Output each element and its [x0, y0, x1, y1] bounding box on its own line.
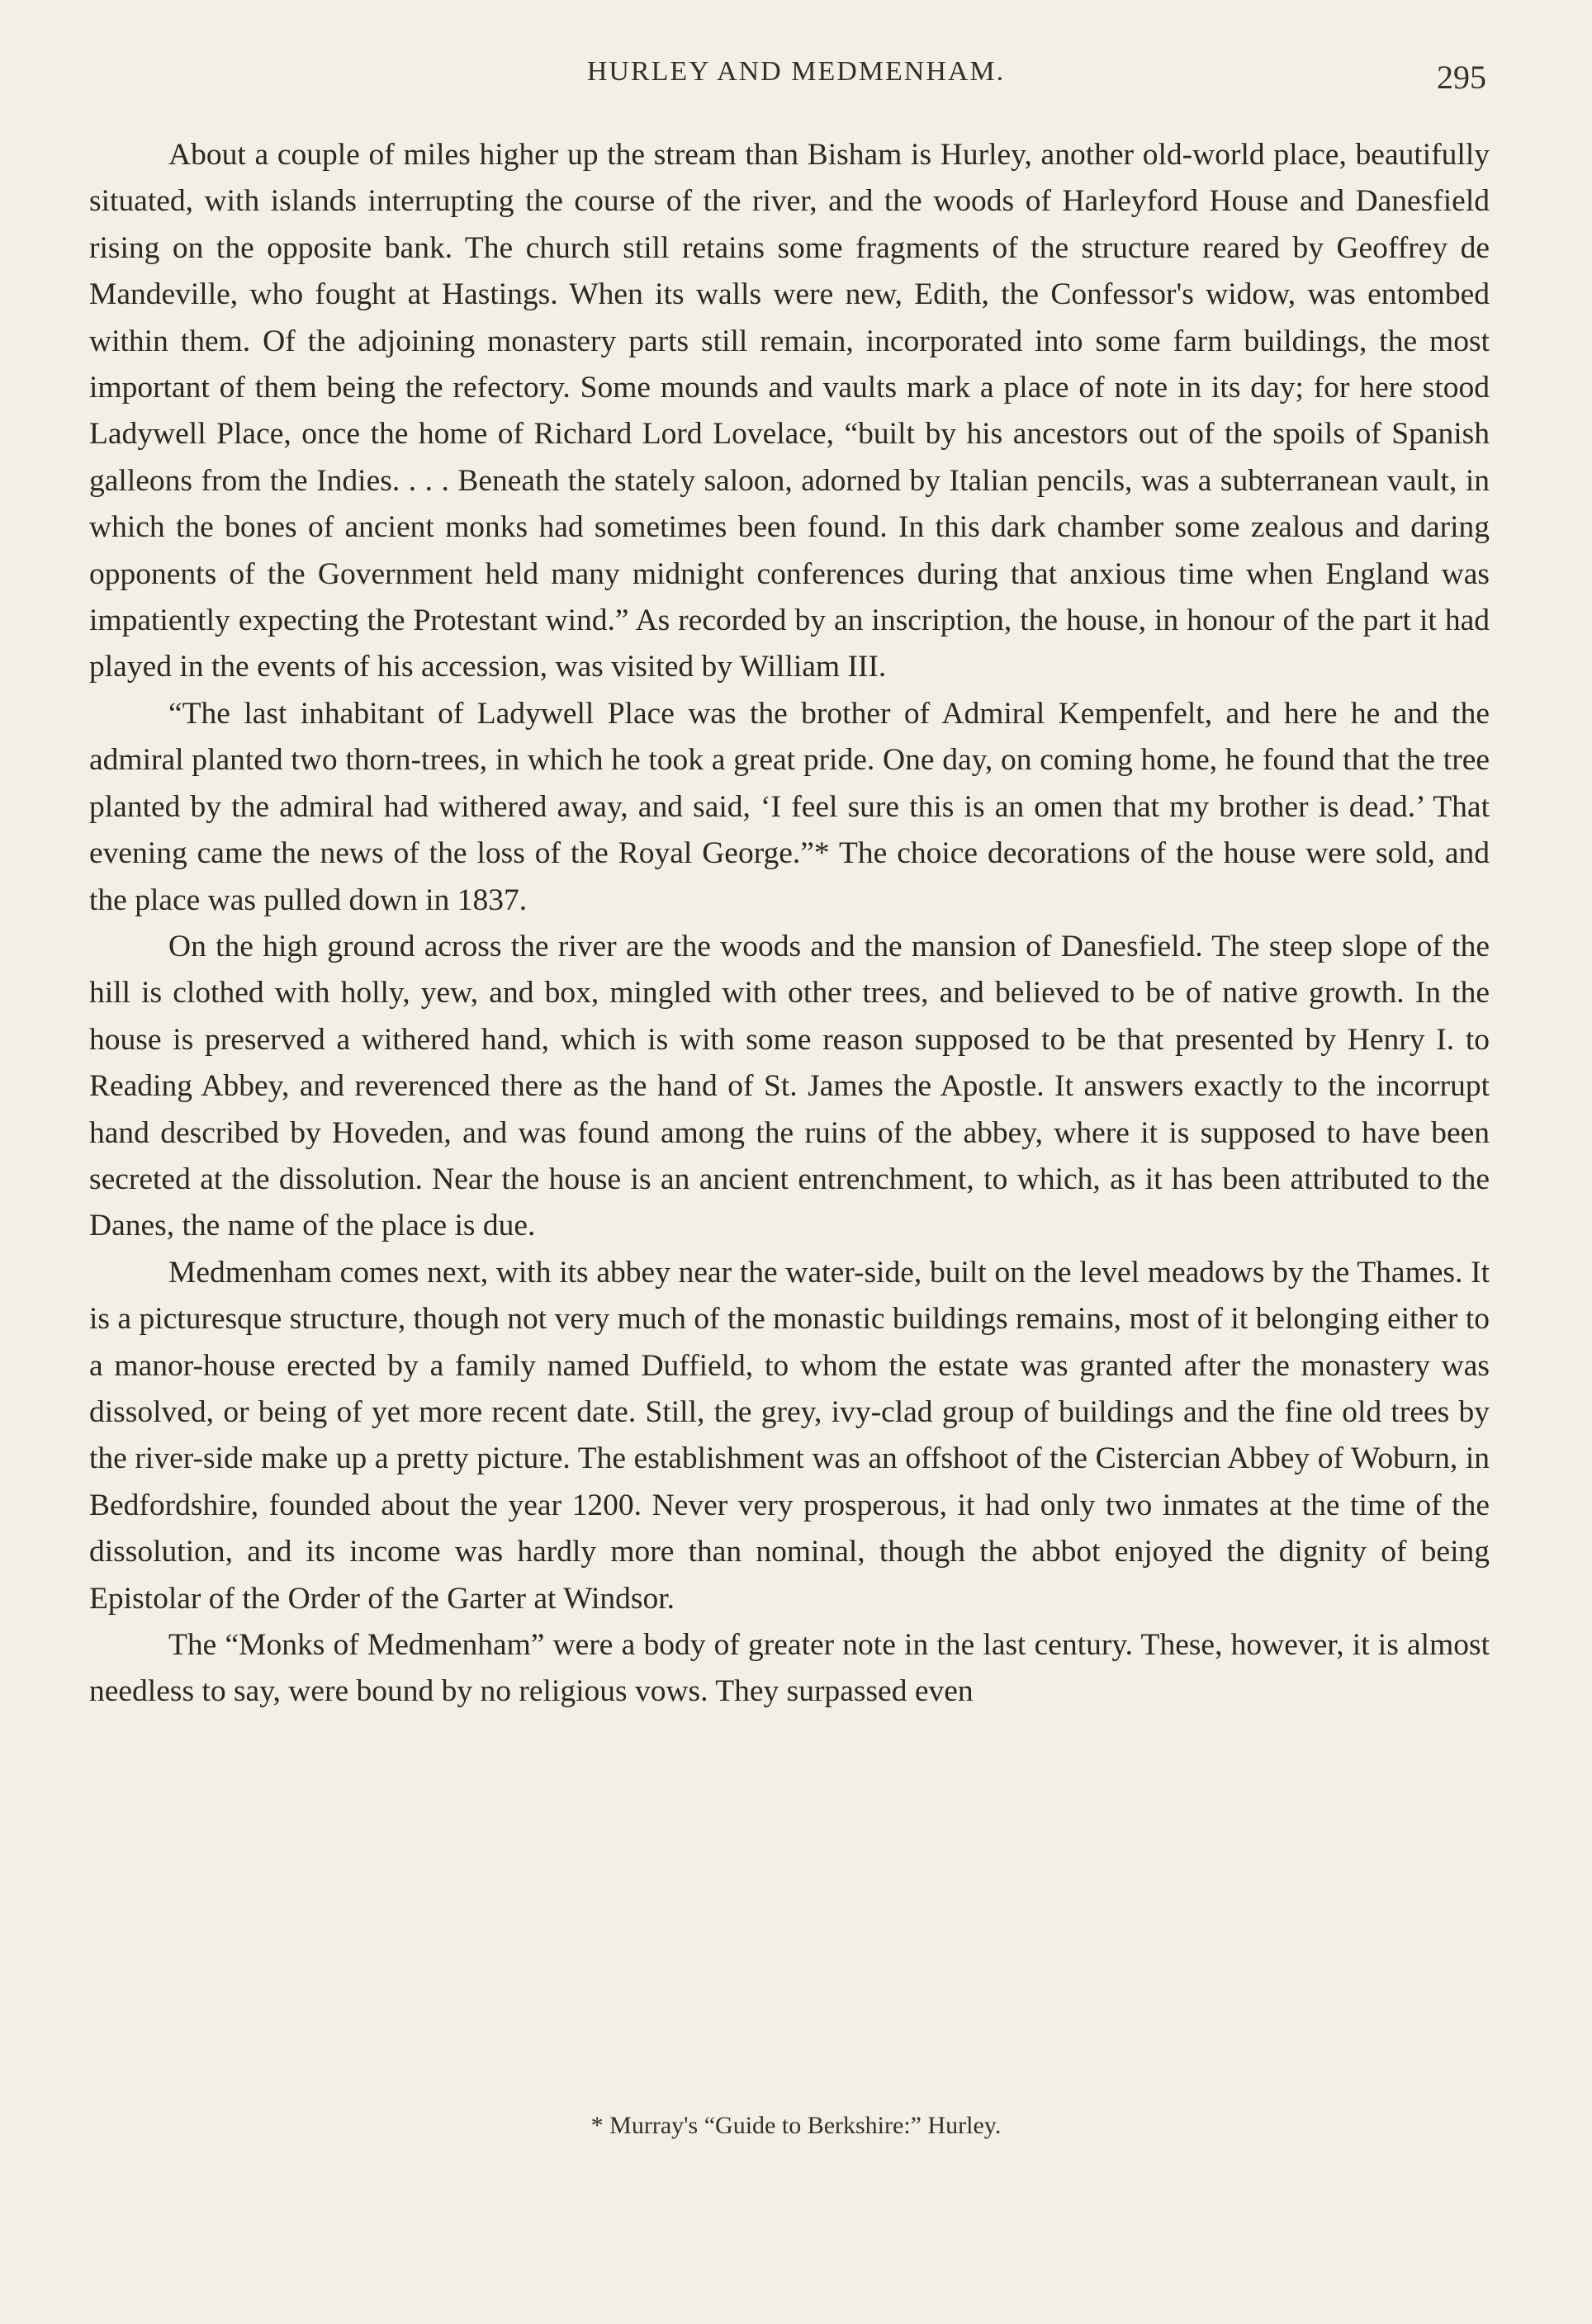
- paragraph-medmenham: Medmenham comes next, with its abbey near the water-side, built on the level meadows by the Thames. It is a picturesque structure, though not very much of the monastic buildings remains, most of it belonging either to a manor-house erected by a family named Duffield, to whom the estate was granted after the monastery was dissolved, or being of yet more recent date. Still, the grey, ivy-clad group of buildings and the fine old trees by the river-side make up a pretty picture. The establishment was an offshoot of the Cistercian Abbey of Woburn, in Bedfordshire, founded about the year 1200. Never very prosperous, it had only two inmates at the time of the dissolution, and its income was hardly more than nominal, though the abbot enjoyed the dignity of being Epistolar of the Order of the Garter at Windsor.: [89, 1255, 1490, 1616]
- paragraph-ladywell-place: “The last inhabitant of Ladywell Place was the brother of Admiral Kempenfelt, and here he and the admiral planted two thorn-trees, in which he took a great pride. One day, on coming home, he found that the tree planted by the admiral had withered away, and said, ‘I feel sure this is an omen that my brother is dead.’ That evening came the news of the loss of the Royal George.”* The choice decorations of the house were sold, and the place was pulled down in 1837.: [89, 696, 1490, 917]
- body-text: [89, 132, 1490, 1716]
- paragraph-monks-of-medmenham: The “Monks of Medmenham” were a body of greater note in the last century. These, however, it is almost needless to say, were bound by no religious vows. They surpassed even: [89, 1628, 1490, 1709]
- running-title: HURLEY AND MEDMENHAM.: [586, 56, 1006, 87]
- page-number: 295: [1437, 59, 1486, 96]
- running-head: [0, 51, 1592, 96]
- footnote: * Murray's “Guide to Berkshire:” Hurley.: [590, 2112, 1002, 2139]
- paragraph-danesfield: On the high ground across the river are the woods and the mansion of Danesfield. The steep slope of the hill is clothed with holly, yew, and box, mingled with other trees, and believed to be of native growth. In the house is preserved a withered hand, which is with some reason supposed to be that presented by Henry I. to Reading Abbey, and reverenced there as the hand of St. James the Apostle. It answers exactly to the incorrupt hand described by Hoveden, and was found among the ruins of the abbey, where it is supposed to have been secreted at the dissolution. Near the house is an ancient entrenchment, to which, as it has been attributed to the Danes, the name of the place is due.: [89, 929, 1490, 1243]
- paragraph-hurley: About a couple of miles higher up the stream than Bisham is Hurley, another old-world place, beautifully situated, with islands interrupting the course of the river, and the woods of Harleyford House and Danesfield rising on the opposite bank. The church still retains some fragments of the structure reared by Geoffrey de Mandeville, who fought at Hastings. When its walls were new, Edith, the Confessor's widow, was entombed within them. Of the adjoining monastery parts still remain, incorporated into some farm buildings, the most important of them being the refectory. Some mounds and vaults mark a place of note in its day; for here stood Ladywell Place, once the home of Richard Lord Lovelace, “built by his ancestors out of the spoils of Spanish galleons from the Indies. . . . Beneath the stately saloon, adorned by Italian pencils, was a subterranean vault, in which the bones of ancient monks had sometimes been found. In this dark chamber some zealous and daring opponents of the Government held many midnight conferences during that anxious time when England was impatiently expecting the Protestant wind.” As recorded by an inscription, the house, in honour of the part it had played in the events of his accession, was visited by William III.: [89, 138, 1490, 684]
